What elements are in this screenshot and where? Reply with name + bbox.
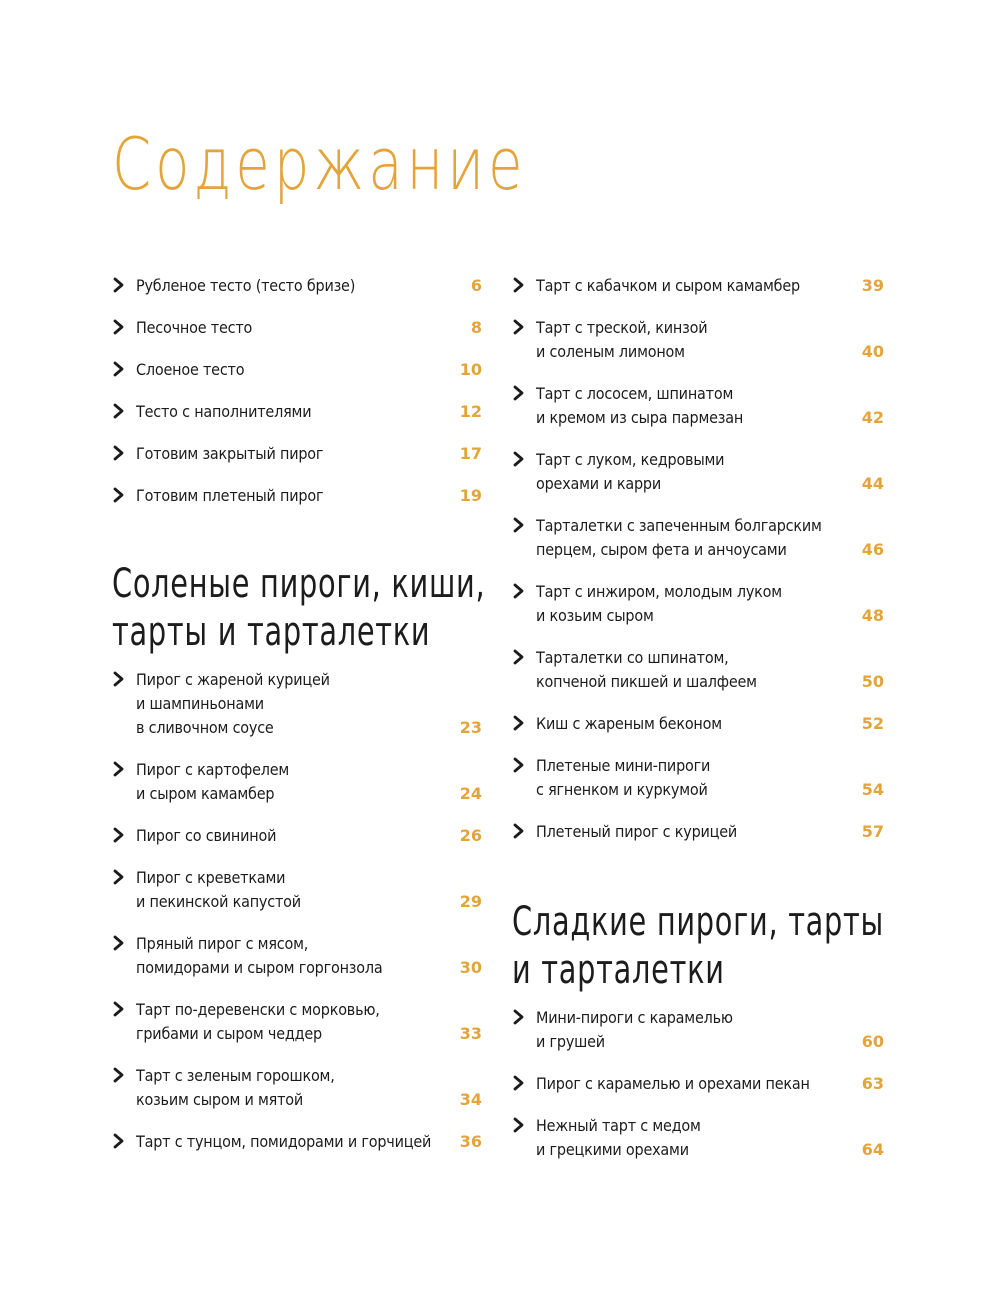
toc-entry-page-number: 57 [861, 822, 884, 841]
toc-entry[interactable] [112, 1130, 482, 1154]
toc-entry-page-number: 33 [459, 1024, 482, 1043]
chevron-right-icon [512, 715, 528, 731]
toc-entry[interactable] [512, 448, 884, 496]
toc-entry[interactable] [112, 824, 482, 848]
toc-entry-page-number: 40 [861, 342, 884, 361]
chevron-right-icon [112, 403, 128, 419]
toc-entry-title: Киш с жареным беконом [536, 714, 722, 733]
toc-sweet-list [512, 1006, 884, 1162]
toc-entry-title: Песочное тесто [136, 318, 253, 337]
chevron-right-icon [112, 1001, 128, 1017]
toc-entry-page-number: 19 [459, 486, 482, 505]
toc-entry-page-number: 42 [861, 408, 884, 427]
toc-entry[interactable] [112, 932, 482, 980]
toc-entry-page-number: 24 [459, 784, 482, 803]
toc-entry[interactable] [512, 316, 884, 364]
toc-entry-title: Плетеные мини-пироги с ягненком и куркумой [536, 756, 711, 799]
toc-entry-title: Плетеный пирог с курицей [536, 822, 738, 841]
toc-entry[interactable] [112, 758, 482, 806]
section-title-line: Сладкие пироги, тарты [512, 899, 885, 945]
chevron-right-icon [512, 1117, 528, 1133]
toc-entry-title: Тарт с инжиром, молодым луком и козьим сыром [536, 582, 782, 625]
toc-entry-page-number: 46 [861, 540, 884, 559]
toc-entry-page-number: 23 [459, 718, 482, 737]
toc-entry-page-number: 34 [459, 1090, 482, 1109]
toc-entry[interactable] [512, 1114, 884, 1162]
toc-savory-list [112, 668, 482, 1154]
toc-entry-title: Тарт с зеленым горошком, козьим сыром и мятой [136, 1066, 335, 1109]
toc-entry[interactable] [512, 820, 884, 844]
section-title-line: Соленые пироги, киши, [112, 561, 486, 607]
toc-entry-page-number: 64 [861, 1140, 884, 1159]
toc-entry-page-number: 54 [861, 780, 884, 799]
toc-entry-page-number: 6 [470, 276, 482, 295]
chevron-right-icon [112, 319, 128, 335]
toc-entry-title: Пирог с креветками и пекинской капустой [136, 868, 301, 911]
toc-left-column [112, 274, 486, 1154]
toc-entry-title: Слоеное тесто [136, 360, 245, 379]
chevron-right-icon [512, 517, 528, 533]
toc-entry-page-number: 10 [459, 360, 482, 379]
chevron-right-icon [112, 1133, 128, 1149]
toc-entry-title: Тарт с тунцом, помидорами и горчицей [136, 1132, 432, 1151]
toc-entry-page-number: 50 [861, 672, 884, 691]
chevron-right-icon [112, 935, 128, 951]
chevron-right-icon [112, 869, 128, 885]
toc-savory-list-continued [512, 274, 884, 844]
toc-entry-title: Пирог с картофелем и сыром камамбер [136, 760, 290, 803]
toc-entry[interactable] [112, 1064, 482, 1112]
toc-entry-title: Пирог со свининой [136, 826, 277, 845]
toc-entry[interactable] [112, 866, 482, 914]
chevron-right-icon [512, 385, 528, 401]
chevron-right-icon [112, 361, 128, 377]
section-title-line: и тарталетки [512, 947, 725, 993]
toc-entry-page-number: 26 [459, 826, 482, 845]
section-title-savory [112, 560, 486, 656]
toc-entry[interactable] [112, 442, 482, 466]
section-title-sweet [512, 898, 885, 994]
chevron-right-icon [512, 451, 528, 467]
chevron-right-icon [512, 583, 528, 599]
toc-right-column [512, 274, 884, 1162]
chevron-right-icon [512, 1009, 528, 1025]
chevron-right-icon [112, 445, 128, 461]
toc-entry-title: Тарт с луком, кедровыми орехами и карри [536, 450, 725, 493]
toc-entry[interactable] [512, 514, 884, 562]
toc-entry-page-number: 44 [861, 474, 884, 493]
toc-entry[interactable] [112, 400, 482, 424]
toc-entry[interactable] [512, 1072, 884, 1096]
toc-entry-title: Рубленое тесто (тесто бризе) [136, 276, 356, 295]
toc-entry-title: Тарталетки со шпинатом, копченой пикшей и шалфеем [536, 648, 757, 691]
toc-entry-page-number: 17 [459, 444, 482, 463]
toc-entry[interactable] [512, 580, 884, 628]
section-title-line: тарты и тарталетки [112, 609, 431, 655]
chevron-right-icon [512, 757, 528, 773]
toc-entry-page-number: 63 [861, 1074, 884, 1093]
toc-entry-title: Готовим плетеный пирог [136, 486, 324, 505]
toc-entry-page-number: 60 [861, 1032, 884, 1051]
toc-entry[interactable] [512, 382, 884, 430]
chevron-right-icon [512, 823, 528, 839]
chevron-right-icon [112, 761, 128, 777]
toc-entry-page-number: 30 [459, 958, 482, 977]
toc-entry-title: Мини-пироги с карамелью и грушей [536, 1008, 733, 1051]
chevron-right-icon [112, 827, 128, 843]
chevron-right-icon [112, 1067, 128, 1083]
toc-entry-title: Тесто с наполнителями [136, 402, 312, 421]
toc-entry[interactable] [512, 274, 884, 298]
toc-entry-title: Тарт с треской, кинзой и соленым лимоном [536, 318, 708, 361]
toc-entry[interactable] [112, 274, 482, 298]
toc-entry-title: Нежный тарт с медом и грецкими орехами [536, 1116, 701, 1159]
toc-entry[interactable] [112, 316, 482, 340]
chevron-right-icon [112, 277, 128, 293]
toc-entry-page-number: 39 [861, 276, 884, 295]
toc-entry-title: Тарт с лососем, шпинатом и кремом из сыра пармезан [536, 384, 744, 427]
toc-intro-list [112, 274, 482, 508]
toc-entry[interactable] [512, 712, 884, 736]
chevron-right-icon [512, 277, 528, 293]
toc-entry-title: Пирог с карамелью и орехами пекан [536, 1074, 810, 1093]
toc-entry-title: Пирог с жареной курицей и шампиньонами в сливочном соусе [136, 670, 330, 737]
toc-entry[interactable] [112, 998, 482, 1046]
chevron-right-icon [112, 487, 128, 503]
toc-entry[interactable] [112, 484, 482, 508]
toc-entry-title: Готовим закрытый пирог [136, 444, 324, 463]
toc-entry-page-number: 12 [459, 402, 482, 421]
chevron-right-icon [512, 319, 528, 335]
toc-entry[interactable] [512, 754, 884, 802]
toc-entry-title: Тарт по-деревенски с морковью, грибами и сыром чеддер [136, 1000, 380, 1043]
chevron-right-icon [512, 1075, 528, 1091]
toc-entry-page-number: 52 [861, 714, 884, 733]
page-title: Содержание [112, 122, 527, 206]
toc-entry-page-number: 36 [459, 1132, 482, 1151]
chevron-right-icon [112, 671, 128, 687]
toc-entry[interactable] [512, 1006, 884, 1054]
toc-entry-page-number: 48 [861, 606, 884, 625]
toc-entry-title: Тарталетки с запеченным болгарским перцем, сыром фета и анчоусами [536, 516, 822, 559]
toc-entry-page-number: 8 [470, 318, 482, 337]
toc-entry[interactable] [112, 358, 482, 382]
toc-entry[interactable] [112, 668, 482, 740]
toc-entry-title: Пряный пирог с мясом, помидорами и сыром горгонзола [136, 934, 383, 977]
chevron-right-icon [512, 649, 528, 665]
toc-entry[interactable] [512, 646, 884, 694]
toc-entry-title: Тарт с кабачком и сыром камамбер [536, 276, 800, 295]
toc-entry-page-number: 29 [459, 892, 482, 911]
